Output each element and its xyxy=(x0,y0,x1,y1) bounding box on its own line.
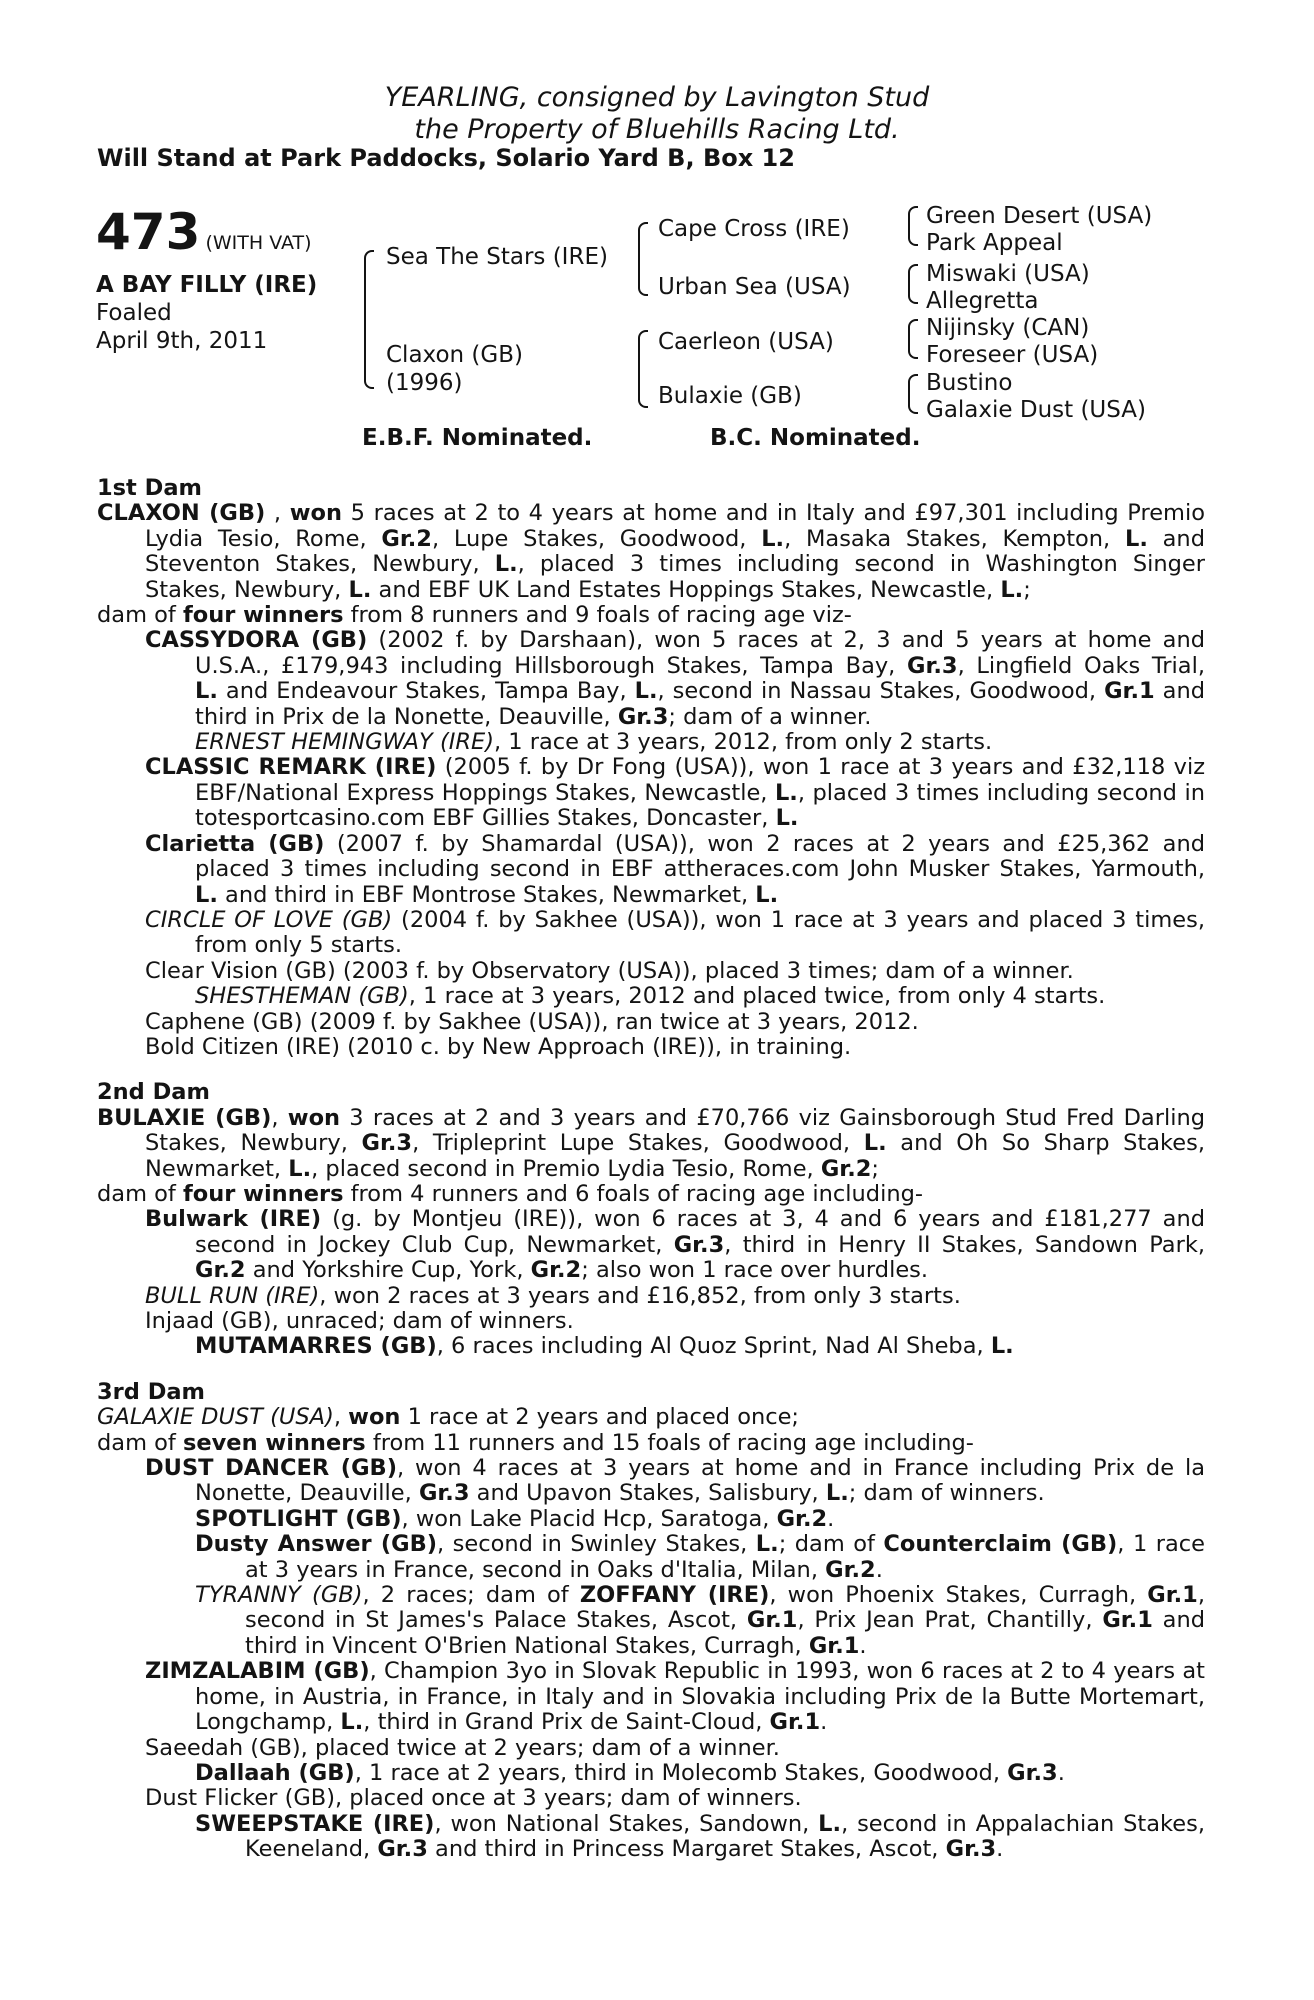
text-run: . xyxy=(859,1632,867,1659)
record-entry xyxy=(97,628,1205,730)
lot-number: 473 xyxy=(96,203,201,261)
record-entry xyxy=(97,755,1205,831)
pedigree-ddd: Galaxie Dust (USA) xyxy=(926,397,1147,423)
record-entry xyxy=(97,1309,1205,1334)
bold-run: L. xyxy=(990,1333,1014,1360)
bold-run: Gr.3 xyxy=(907,652,958,679)
text-run: , won 4 races at 3 years at home and in France including Prix de la Nonette, Deauville, xyxy=(195,1455,1205,1507)
record-entry xyxy=(97,1431,1205,1456)
bold-run: DUST DANCER (GB) xyxy=(145,1455,397,1482)
record-entry xyxy=(97,1456,1205,1507)
text-run: , 1 race at 2 years, third in Molecomb Stakes, Goodwood, xyxy=(354,1759,1008,1786)
lot-header xyxy=(96,203,312,261)
pedigree-dds: Bustino xyxy=(926,370,1013,396)
text-run: 3 races at 2 and 3 years and £70,766 viz Gainsborough Stud Fred Darling Stakes, Newbury, xyxy=(145,1104,1206,1157)
text-run: , 6 races including Al Quoz Sprint, Nad Al Sheba, xyxy=(436,1333,991,1360)
text-run: , xyxy=(271,1104,288,1131)
bold-run: Bulwark (IRE) xyxy=(145,1206,322,1233)
bold-run: ZOFFANY (IRE) xyxy=(579,1582,770,1609)
record-entry xyxy=(97,1405,1205,1430)
pedigree-dsd: Foreseer (USA) xyxy=(926,342,1099,368)
bold-run: SPOTLIGHT (GB) xyxy=(195,1505,402,1532)
bold-run: Gr.1 xyxy=(769,1709,821,1736)
record-entry xyxy=(97,1786,1205,1811)
foaled-date: April 9th, 2011 xyxy=(96,328,268,354)
record-entry xyxy=(97,908,1205,959)
text-run: Caphene (GB) (2009 f. by Sakhee (USA)), ran twice at 3 years, 2012. xyxy=(145,1008,919,1035)
text-run: , Masaka Stakes, Kempton, xyxy=(784,525,1125,552)
text-run: , placed second in Premio Lydia Tesio, Rome, xyxy=(311,1155,821,1182)
text-run: and third in Prix de la Nonette, Deauville, xyxy=(195,678,1206,730)
record-entry xyxy=(97,1182,1205,1207)
bold-run: won xyxy=(348,1404,401,1431)
text-run: ; dam of a winner. xyxy=(668,703,872,730)
bold-run: Counterclaim (GB) xyxy=(883,1531,1118,1558)
bold-run: Gr.1 xyxy=(808,1632,860,1659)
text-run: (g. by Montjeu (IRE)), won 6 races at 3, 4 and 6 years and £181,277 and second in Jockey Club Cup, Newmarket, xyxy=(195,1206,1205,1258)
dam-section-3 xyxy=(97,1380,1205,1863)
italic-run: SHESTHEMAN (GB) xyxy=(195,983,409,1010)
record-entry xyxy=(97,1035,1205,1060)
bold-run: L. xyxy=(494,551,518,578)
record-entry xyxy=(97,730,1205,755)
bold-run: CASSYDORA (GB) xyxy=(145,627,368,654)
text-run: Saeedah (GB), placed twice at 2 years; dam of a winner. xyxy=(145,1734,780,1761)
record-entry xyxy=(97,501,1205,603)
bold-run: MUTAMARRES (GB) xyxy=(195,1333,437,1360)
text-run: . xyxy=(1057,1759,1065,1786)
dam-section-2 xyxy=(97,1080,1205,1359)
text-run: and EBF UK Land Estates Hoppings Stakes, Newcastle, xyxy=(371,576,1001,603)
pedigree-dam-year: (1996) xyxy=(386,370,463,396)
pedigree-sss: Green Desert (USA) xyxy=(926,203,1153,229)
pedigree-sire-dam: Urban Sea (USA) xyxy=(658,274,851,300)
text-run: and Yorkshire Cup, York, xyxy=(245,1257,531,1284)
text-run: 5 races at 2 to 4 years at home and in Italy and £97,301 including Premio Lydia Tesio, Rome, xyxy=(145,500,1205,552)
bc-nominated: B.C. Nominated. xyxy=(710,425,921,451)
dam-section-1 xyxy=(97,476,1205,1060)
text-run: , placed 3 times including second in Washington Singer Stakes, Newbury, xyxy=(145,551,1206,603)
bold-run: CLAXON (GB) xyxy=(97,500,266,527)
text-run: from 8 runners and 9 foals of racing age viz- xyxy=(343,602,852,629)
text-run: from 4 runners and 6 foals of racing age including- xyxy=(343,1180,923,1207)
text-run: (2004 f. by Sakhee (USA)), won 1 race at 3 years and placed 3 times, from only 5 starts. xyxy=(195,906,1206,959)
record-entry xyxy=(97,832,1205,908)
text-run: , 2 races; dam of xyxy=(362,1582,580,1609)
bold-run: won xyxy=(287,1104,341,1131)
text-run: dam of xyxy=(97,1180,183,1207)
text-run: , xyxy=(333,1404,349,1431)
bold-run: L. xyxy=(348,576,372,603)
record-entry xyxy=(97,1207,1205,1283)
text-run: , second in Appalachian Stakes, Keeneland, xyxy=(245,1810,1205,1863)
bold-run: Gr.1 xyxy=(746,1607,798,1634)
text-run: dam of xyxy=(97,602,183,629)
text-run: (2007 f. by Shamardal (USA)), won 2 races at 2 years and £25,362 and placed 3 times including second in EBF attheraces.com John Musker Stakes, Yarmouth, xyxy=(195,830,1205,883)
property-line: the Property of Bluehills Racing Ltd. xyxy=(414,114,900,145)
record-entry xyxy=(97,1334,1205,1359)
text-run: ; dam of xyxy=(778,1531,884,1558)
bold-run: seven winners xyxy=(182,1429,366,1456)
text-run: . xyxy=(875,1556,883,1583)
text-run: , Tripleprint Lupe Stakes, Goodwood, xyxy=(412,1130,864,1157)
bold-run: Gr.1 xyxy=(1147,1582,1198,1609)
text-run: and third in Vincent O'Brien National Stakes, Curragh, xyxy=(245,1607,1205,1659)
text-run: ; xyxy=(1023,576,1031,603)
text-run: , won National Stakes, Sandown, xyxy=(434,1810,819,1837)
bold-run: Gr.2 xyxy=(820,1155,872,1182)
record-entry xyxy=(97,959,1205,984)
bold-run: Clarietta (GB) xyxy=(145,830,325,857)
bold-run: four winners xyxy=(182,1180,344,1207)
text-run: , Lingfield Oaks Trial, xyxy=(957,652,1205,679)
text-run: . xyxy=(996,1836,1004,1863)
text-run: , second in Swinley Stakes, xyxy=(437,1531,756,1558)
text-run: and Oh So Sharp Stakes, Newmarket, xyxy=(145,1130,1206,1182)
pedigree-sds: Miswaki (USA) xyxy=(926,261,1090,287)
record-entry xyxy=(97,1736,1205,1761)
record-entry xyxy=(97,603,1205,628)
text-run: dam of xyxy=(97,1429,183,1456)
text-run: , Champion 3yo in Slovak Republic in 1993, won 6 races at 2 to 4 years at home, in Austria, in France, in Italy and in Slovakia including Prix de la Butte Mortemart, Longchamp, xyxy=(195,1658,1206,1736)
lot-name: A BAY FILLY (IRE) xyxy=(96,272,318,298)
pedigree-brace-sire xyxy=(638,222,648,296)
record-entry xyxy=(97,1010,1205,1035)
text-run: , Lupe Stakes, Goodwood, xyxy=(431,525,762,552)
bold-run: L. xyxy=(195,881,218,908)
pedigree-sire: Sea The Stars (IRE) xyxy=(386,244,608,270)
text-run: (2002 f. by Darshaan), won 5 races at 2, 3 and 5 years at home and U.S.A., £179,943 including Hillsborough Stakes, Tampa Bay, xyxy=(195,627,1205,679)
bold-run: Gr.3 xyxy=(673,1231,725,1258)
bold-run: L. xyxy=(340,1709,364,1736)
bold-run: Dusty Answer (GB) xyxy=(195,1531,437,1558)
record-entry xyxy=(97,1583,1205,1659)
bold-run: L. xyxy=(634,678,658,705)
bold-run: L. xyxy=(755,1531,779,1558)
bold-run: Gr.3 xyxy=(945,1836,997,1863)
record-entry xyxy=(97,1532,1205,1583)
pedigree-dss: Nijinsky (CAN) xyxy=(926,315,1090,341)
record-entry xyxy=(97,1106,1205,1182)
text-run: , second in St James's Palace Stakes, Ascot, xyxy=(245,1582,1205,1634)
text-run: (2005 f. by Dr Fong (USA)), won 1 race at 3 years and £32,118 viz EBF/National Express Hoppings Stakes, Newcastle, xyxy=(195,754,1206,806)
pedigree-sdd: Allegretta xyxy=(926,288,1039,314)
record-entry xyxy=(97,1812,1205,1863)
bold-run: L. xyxy=(755,881,779,908)
text-run: , 1 race at 3 years, 2012 and placed twice, from only 4 starts. xyxy=(408,983,1106,1010)
pedigree-sire-sire: Cape Cross (IRE) xyxy=(658,216,850,242)
bold-run: Gr.2 xyxy=(776,1505,828,1532)
record-entry xyxy=(97,984,1205,1009)
bold-run: L. xyxy=(761,525,785,552)
text-run: , placed 3 times including second in totesportcasino.com EBF Gillies Stakes, Doncaster, xyxy=(195,779,1205,832)
brace-gd-pa xyxy=(908,206,918,246)
record-entry xyxy=(97,1507,1205,1532)
section-heading: 1st Dam xyxy=(97,475,202,501)
italic-run: CIRCLE OF LOVE (GB) xyxy=(145,906,393,933)
bold-run: Gr.3 xyxy=(361,1130,413,1157)
text-run: 1 race at 2 years and placed once; xyxy=(400,1404,800,1431)
bold-run: won xyxy=(289,500,342,527)
text-run: . xyxy=(820,1709,828,1736)
bold-run: Gr.3 xyxy=(617,703,669,730)
bold-run: L. xyxy=(288,1155,312,1182)
text-run: from 11 runners and 15 foals of racing age including- xyxy=(365,1429,974,1456)
text-run: , second in Nassau Stakes, Goodwood, xyxy=(657,678,1105,705)
bold-run: L. xyxy=(818,1810,842,1837)
text-run: Bold Citizen (IRE) (2010 c. by New Approach (IRE)), in training. xyxy=(145,1033,852,1060)
race-record xyxy=(97,476,1205,1863)
vat-note: (WITH VAT) xyxy=(205,232,312,254)
bold-run: Gr.1 xyxy=(1102,1607,1153,1634)
bold-run: Gr.2 xyxy=(825,1556,876,1583)
bold-run: Gr.2 xyxy=(195,1257,246,1284)
section-heading: 3rd Dam xyxy=(97,1378,205,1405)
bold-run: L. xyxy=(1000,576,1024,603)
bold-run: Gr.3 xyxy=(377,1836,428,1863)
bold-run: ZIMZALABIM (GB) xyxy=(145,1658,370,1685)
bold-run: Gr.2 xyxy=(381,525,432,552)
italic-run: BULL RUN (IRE) xyxy=(145,1282,320,1309)
text-run: , third in Henry II Stakes, Sandown Park, xyxy=(724,1231,1206,1258)
text-run: Clear Vision (GB) (2003 f. by Observatory (USA)), placed 3 times; dam of a winner. xyxy=(145,957,1074,984)
italic-run: TYRANNY (GB) xyxy=(195,1582,363,1609)
bold-run: four winners xyxy=(182,602,344,629)
italic-run: ERNEST HEMINGWAY (IRE) xyxy=(195,729,494,756)
text-run: and Endeavour Stakes, Tampa Bay, xyxy=(217,678,635,705)
record-entry xyxy=(97,1659,1205,1735)
bold-run: L. xyxy=(863,1130,887,1157)
bold-run: Gr.1 xyxy=(1104,678,1155,705)
text-run: . xyxy=(827,1505,835,1532)
text-run: Dust Flicker (GB), placed once at 3 years; dam of winners. xyxy=(145,1785,802,1812)
text-run: , Prix Jean Prat, Chantilly, xyxy=(797,1607,1103,1634)
pedigree-brace-dam xyxy=(638,330,648,408)
bold-run: L. xyxy=(825,1480,849,1507)
bold-run: BULAXIE (GB) xyxy=(97,1104,272,1131)
bold-run: SWEEPSTAKE (IRE) xyxy=(195,1810,435,1837)
bold-run: L. xyxy=(774,779,798,806)
bold-run: Gr.3 xyxy=(1007,1759,1058,1786)
text-run: , won Phoenix Stakes, Curragh, xyxy=(769,1582,1148,1609)
brace-ni-fo xyxy=(908,319,918,359)
text-run: , won 2 races at 3 years and £16,852, from only 3 starts. xyxy=(319,1282,961,1309)
record-entry xyxy=(97,1761,1205,1786)
ebf-nominated: E.B.F. Nominated. xyxy=(362,425,593,451)
text-run: ; dam of winners. xyxy=(848,1480,1045,1507)
text-run: , 1 race at 3 years, 2012, from only 2 starts. xyxy=(493,729,993,756)
pedigree-ssd: Park Appeal xyxy=(926,230,1063,256)
foaled-label: Foaled xyxy=(96,300,172,326)
text-run: and third in Princess Margaret Stakes, Ascot, xyxy=(427,1836,946,1863)
text-run: and third in EBF Montrose Stakes, Newmarket, xyxy=(217,881,756,908)
bold-run: Gr.2 xyxy=(530,1257,582,1284)
consignor-line: YEARLING, consigned by Lavington Stud xyxy=(384,82,930,113)
text-run: ; also won 1 race over hurdles. xyxy=(581,1257,929,1284)
bold-run: Dallaah (GB) xyxy=(195,1759,355,1786)
italic-run: GALAXIE DUST (USA) xyxy=(97,1404,334,1431)
text-run: , won Lake Placid Hcp, Saratoga, xyxy=(401,1505,777,1532)
pedigree-dam: Claxon (GB) xyxy=(386,342,523,368)
bold-run: CLASSIC REMARK (IRE) xyxy=(145,754,437,781)
pedigree-dam-sire: Caerleon (USA) xyxy=(658,329,834,355)
section-heading: 2nd Dam xyxy=(97,1079,210,1106)
text-run: , xyxy=(265,500,290,527)
record-entry xyxy=(97,1284,1205,1309)
pedigree-brace-main xyxy=(364,250,374,389)
text-run: , third in Grand Prix de Saint-Cloud, xyxy=(363,1709,770,1736)
bold-run: L. xyxy=(1124,525,1148,552)
text-run: Injaad (GB), unraced; dam of winners. xyxy=(145,1308,574,1334)
bold-run: L. xyxy=(195,678,218,705)
brace-mi-al xyxy=(908,264,918,304)
pedigree-dam-dam: Bulaxie (GB) xyxy=(658,383,802,409)
bold-run: L. xyxy=(775,805,799,832)
stand-location: Will Stand at Park Paddocks, Solario Yard B, Box 12 xyxy=(97,144,795,172)
brace-bu-gd xyxy=(908,374,918,414)
bold-run: Gr.3 xyxy=(418,1480,470,1507)
text-run: , 1 race at 3 years in France, second in Oaks d'Italia, Milan, xyxy=(245,1531,1205,1583)
text-run: ; xyxy=(871,1155,879,1182)
text-run: and Steventon Stakes, Newbury, xyxy=(145,525,1205,578)
text-run: and Upavon Stakes, Salisbury, xyxy=(469,1480,826,1507)
